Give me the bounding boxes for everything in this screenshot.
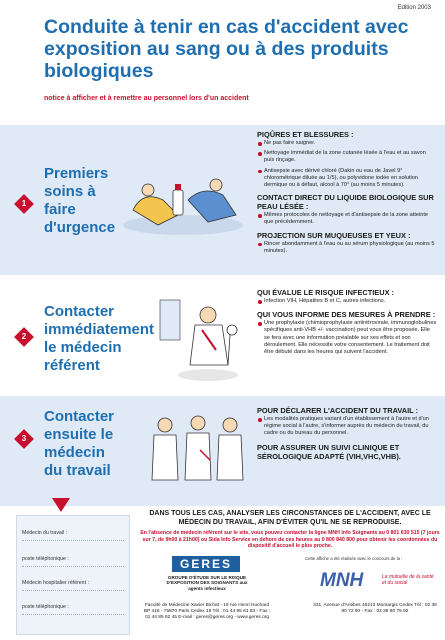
step2-heading: Contacter immédiatement le médecin référent	[44, 303, 155, 374]
phone-label: poste téléphonique :	[22, 604, 69, 610]
section-title: CONTACT DIRECT DU LIQUIDE BIOLOGIQUE SUR PEAU LÉSÉE :	[257, 193, 434, 212]
step2-sections	[257, 288, 437, 359]
step1-heading: Premiers soins à faire d'urgence	[44, 165, 116, 236]
list-item: Ne pas faire saigner.	[257, 140, 437, 147]
list-item: Les modalités pratiques variant d'un établissement à l'autre et d'un régime social à l'autre, s'informer auprès du médecin du travail, du cadre ou du bureau du personnel.	[257, 416, 437, 438]
step1-sections	[257, 130, 437, 258]
doctor-illustration	[150, 290, 250, 390]
step-number-badge: 3	[14, 429, 34, 449]
phone-label: poste téléphonique :	[22, 556, 69, 562]
section-title: POUR DÉCLARER L'ACCIDENT DU TRAVAIL :	[257, 406, 419, 415]
mnh-tagline: La mutuelle de la santé et du social	[382, 574, 434, 586]
hotline-info: En l'absence de médecin référent sur le site, vous pouvez contacter la ligne MNH Info Soignants au 0 801 630 515 (7 jours sur 7, de 9h00 à 21h00) ou Sida Info Service en dehors de ces heures au 0 800 840 800 pour obtenir les coordonnées du dispositif d'accueil le plus proche.	[140, 530, 440, 549]
hospital-phone-field[interactable]	[22, 614, 124, 615]
step3-sections	[257, 406, 437, 461]
list-item: Infection VIH, Hépatites B et C, autres infections.	[257, 298, 437, 305]
down-arrow-icon	[52, 498, 70, 512]
list-item: Antisepsie avec dérivé chloré (Dakin ou eau de Javel 9° chlorométrique diluée au 1/5), ou polyvidone iodée en solution dermique ou à défaut, alcool à 70° (au moins 5 minutes).	[257, 168, 437, 190]
page-title: Conduite à tenir en cas d'accident avec exposition au sang ou à des produits biologiques	[44, 16, 409, 82]
list-item: Rincer abondamment à l'eau ou au sérum physiologique (au moins 5 minutes).	[257, 241, 437, 255]
geres-name: GROUPE D'ÉTUDE SUR LE RISQUE D'EXPOSITION DES SOIGNANTS aux agents infectieux	[166, 575, 248, 591]
hospital-doctor-field[interactable]	[22, 590, 124, 591]
list-item: Nettoyage immédiat de la zone cutanée lésée à l'eau et au savon puis rinçage.	[257, 150, 437, 164]
analysis-heading: DANS TOUS LES CAS, ANALYSER LES CIRCONSTANCES DE L'ACCIDENT, AVEC LE MÉDECIN DU TRAVAIL, AFIN D'ÉVITER QU'IL NE SE REPRODUISE.	[149, 510, 431, 526]
section-title: QUI ÉVALUE LE RISQUE INFECTIEUX :	[257, 288, 395, 297]
list-item: Mêmes protocoles de nettoyage et d'antisepsie de la zone atteinte que précédemment.	[257, 212, 437, 226]
mnh-logo: MNH	[320, 570, 364, 591]
section-title: PROJECTION SUR MUQUEUSES ET YEUX :	[257, 230, 411, 240]
hospital-doctor-label: Médecin hospitalier référent :	[22, 580, 89, 586]
geres-logo: GERES	[172, 556, 240, 572]
page-subtitle: notice à afficher et à remettre au personnel lors d'un accident	[44, 95, 249, 102]
section-title: PIQÛRES ET BLESSURES :	[257, 130, 354, 139]
first-aid-illustration	[118, 160, 248, 240]
sponsor-note: Cette affiche a été réalisée avec le concours de la :	[305, 556, 403, 561]
contact-form	[16, 515, 130, 635]
doctor-label: Médecin du travail :	[22, 530, 67, 536]
list-item: Une prophylaxie (chimioprophylaxie antirétrovirale, immunoglobulines spécifiques anti-VHB +/- vaccination) peut vous être proposée. Elle se fera avec une information préalable sur ses effets et son déroulement. Elle nécessite votre consentement. Le traitement doit être débuté dans les heures qui suivent l'accident.	[257, 320, 437, 356]
doctor-field[interactable]	[22, 540, 124, 541]
step-number-badge: 2	[14, 327, 34, 347]
section-title: POUR ASSURER UN SUIVI CLINIQUE ET SÉROLOGIQUE ADAPTÉ (VIH,VHC,VHB).	[257, 442, 401, 461]
geres-address: Faculté de Médecine Xavier Bichat - 16 rue Henri Huchard BP 416 - 75870 Paris Cedex 18 Tél : 01 44 85 61 83 - Fax : 01 44 85 62 45 E-mail : geres@geres.org - www.geres.org	[143, 603, 271, 620]
section-title: QUI VOUS INFORME DES MESURES À PRENDRE :	[257, 310, 436, 320]
phone-field[interactable]	[22, 566, 124, 567]
edition-label: Edition 2003	[397, 5, 431, 11]
step3-heading: Contacter ensuite le médecin du travail	[44, 408, 115, 479]
workers-illustration	[140, 405, 255, 495]
mnh-address: 331, Avenue d'Antibes 45213 Montargis Cedex Tél : 02 38 90 72 90 - Fax : 02 38 90 75 92	[313, 603, 437, 614]
step-number-badge: 1	[14, 194, 34, 214]
